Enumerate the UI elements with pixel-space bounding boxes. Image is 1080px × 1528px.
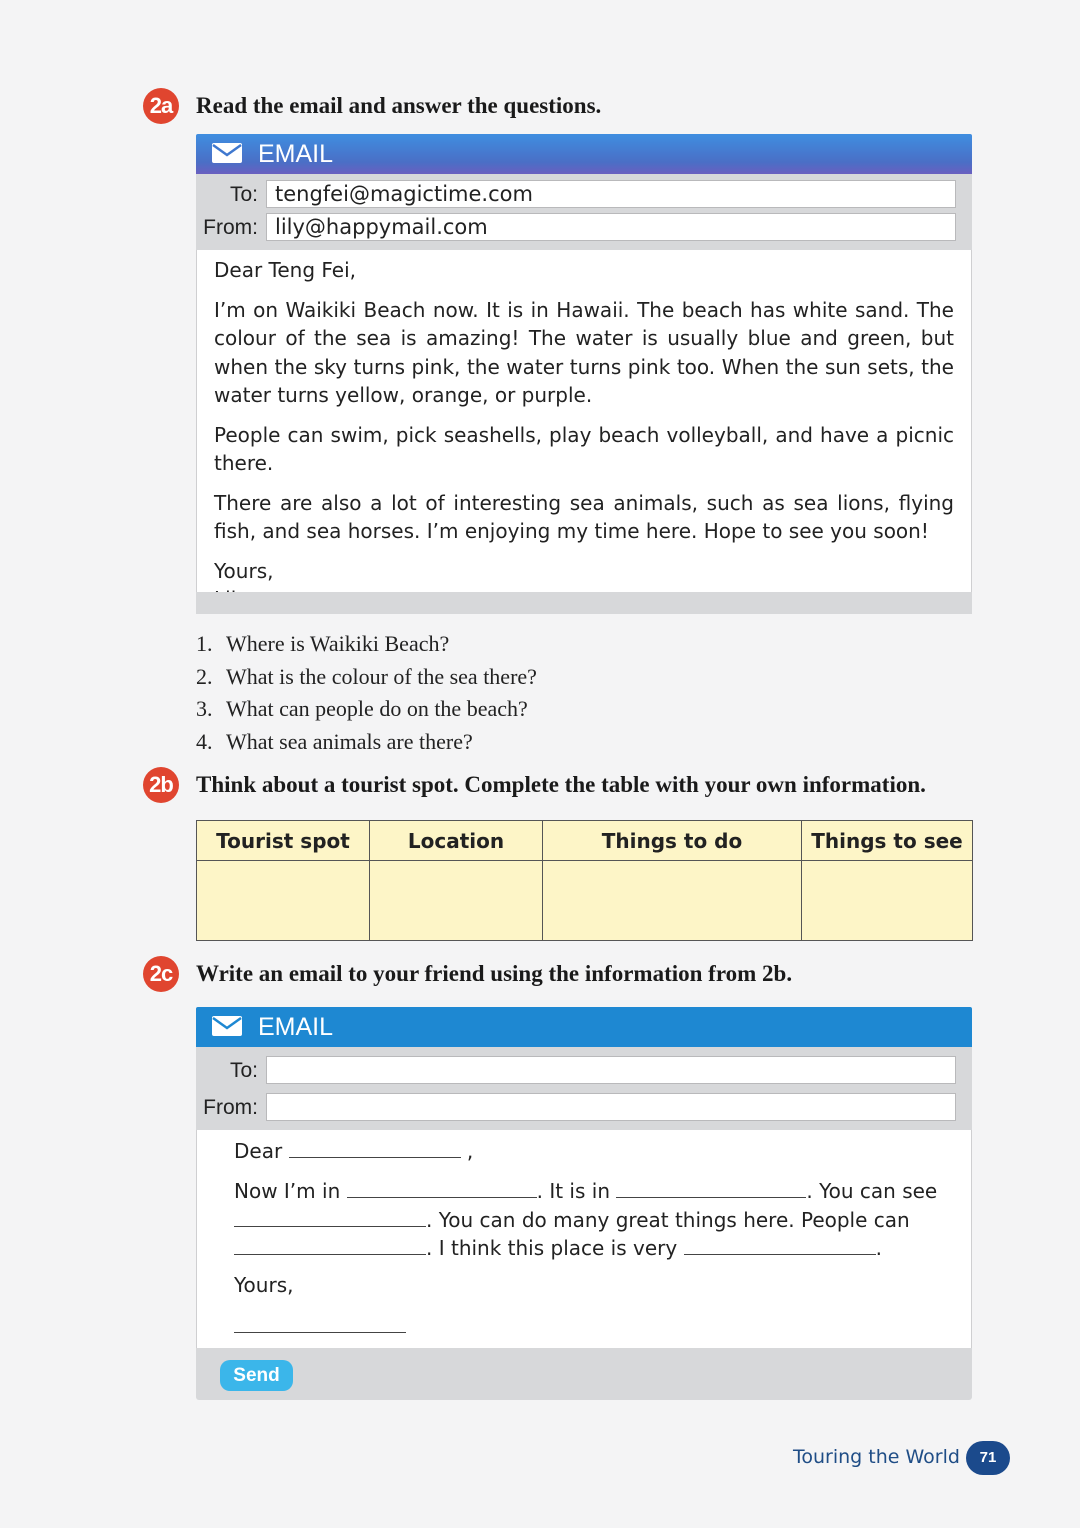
blank-place[interactable] [347, 1177, 537, 1198]
to-label: To: [229, 1059, 258, 1082]
email-2c-footer-bar [196, 1348, 972, 1400]
to-field: tengfei@magictime.com [266, 180, 956, 208]
to-label: To: [229, 183, 258, 206]
blank-sights[interactable] [234, 1206, 426, 1227]
table-cell-tourist-spot[interactable] [197, 861, 370, 941]
blank-activities[interactable] [234, 1234, 426, 1255]
section-2b-instruction: Think about a tourist spot. Complete the table with your own information. [196, 772, 926, 797]
fill-line-1: Now I’m in . It is in . You can see [234, 1179, 938, 1203]
section-2a-instruction: Read the email and answer the questions. [196, 93, 602, 118]
blank-recipient[interactable] [289, 1137, 461, 1158]
email-2c-header [196, 1007, 972, 1047]
dear-line: Dear , [234, 1139, 474, 1163]
question-item: 2. What is the colour of the sea there? [196, 663, 537, 689]
email-greeting: Dear Teng Fei, [214, 258, 357, 282]
question-list [196, 628, 537, 759]
table-header-things-to-do: Things to do [543, 821, 802, 861]
from-label: From: [203, 1096, 258, 1119]
question-item: 4. What sea animals are there? [196, 729, 473, 755]
fill-line-3: . I think this place is very . [234, 1234, 934, 1260]
table-cell-things-to-see[interactable] [802, 861, 973, 941]
fill-line-2: . You can do many great things here. People can [234, 1206, 934, 1232]
email-paragraph: I’m on Waikiki Beach now. It is in Hawaii. The beach has white sand. The colour of the sea is amazing! The water is usually blue and green, but when the sky turns pink, the water turns pink too. When the sun sets, the water turns yellow, orange, or purple. [214, 297, 954, 407]
blank-opinion[interactable] [684, 1234, 876, 1255]
email-2a-text [214, 256, 954, 614]
email-header-title: EMAIL [258, 140, 334, 168]
from-label: From: [203, 216, 258, 239]
tourist-spot-table [196, 820, 973, 941]
envelope-icon [212, 1016, 242, 1036]
section-2c-instruction: Write an email to your friend using the information from 2b. [196, 961, 793, 986]
email-paragraph: People can swim, pick seashells, play beach volleyball, and have a picnic there. [214, 422, 954, 475]
from-input[interactable] [266, 1093, 956, 1121]
blank-location[interactable] [616, 1177, 806, 1198]
email-closing: Yours, [214, 558, 274, 583]
table-header-location: Location [370, 821, 543, 861]
table-header-tourist-spot: Tourist spot [197, 821, 370, 861]
send-button[interactable]: Send [220, 1360, 293, 1391]
from-field: lily@happymail.com [266, 213, 956, 241]
table-cell-things-to-do[interactable] [543, 861, 802, 941]
question-item: 1. Where is Waikiki Beach? [196, 631, 450, 656]
email-2a-footer-bar [196, 592, 972, 614]
table-cell-location[interactable] [370, 861, 543, 941]
section-2c-badge: 2c [143, 956, 179, 992]
email-2a-header [196, 134, 972, 174]
email-paragraph: There are also a lot of interesting sea animals, such as sea lions, flying fish, and sea horses. I’m enjoying my time here. Hope to see you soon! [214, 490, 954, 543]
email-header-title: EMAIL [258, 1013, 334, 1041]
envelope-icon [212, 143, 242, 163]
section-2a-badge: 2a [143, 88, 179, 124]
table-header-things-to-see: Things to see [802, 821, 973, 861]
email-2c-closing: Yours, [234, 1273, 294, 1297]
question-item: 3. What can people do on the beach? [196, 696, 528, 722]
section-2b-badge: 2b [143, 767, 179, 803]
page-number: 71 [966, 1441, 1010, 1475]
blank-signature[interactable] [234, 1312, 406, 1333]
to-input[interactable] [266, 1056, 956, 1084]
unit-title: Touring the World [793, 1446, 960, 1468]
